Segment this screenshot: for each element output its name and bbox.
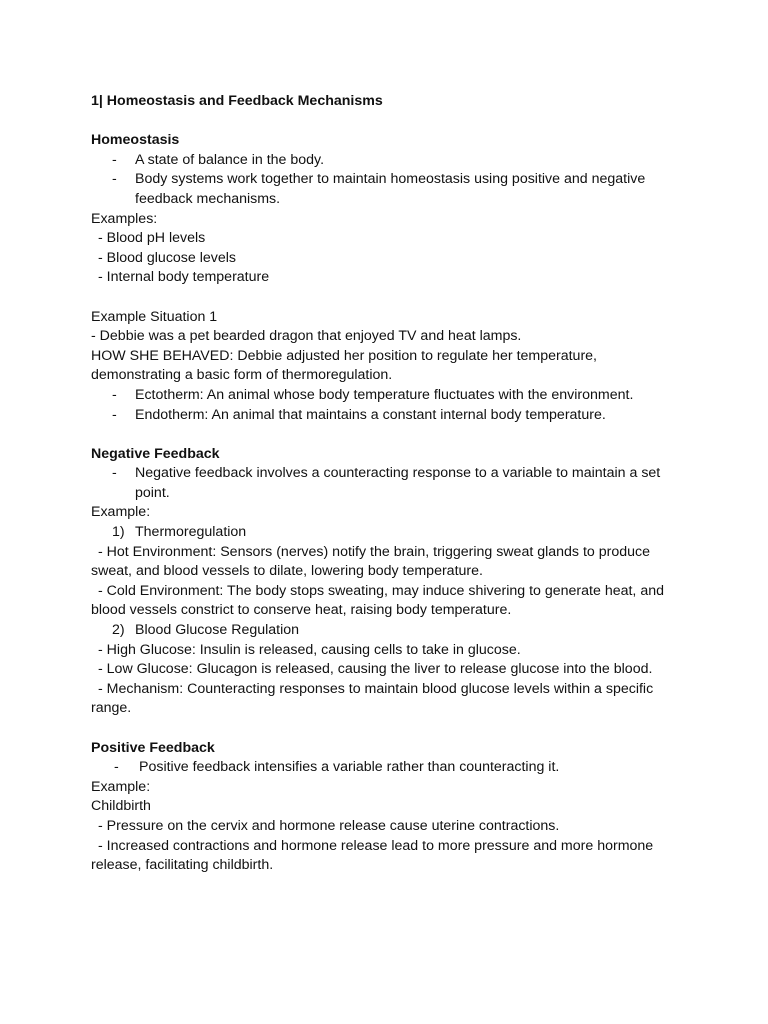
- bullet-item: [91, 464, 691, 484]
- document-title: 1| Homeostasis and Feedback Mechanisms: [91, 93, 383, 109]
- bullet-item: [91, 151, 691, 171]
- example-item: - Internal body temperature: [98, 269, 270, 286]
- spacer: [91, 112, 691, 132]
- bullet-dash: -: [112, 465, 117, 482]
- item-label: Blood Glucose Regulation: [135, 622, 300, 639]
- paragraph-line: - Mechanism: Counteracting responses to maintain blood glucose levels within a specific: [98, 680, 654, 697]
- example-label: Example:: [91, 504, 151, 521]
- paragraph-line: - Hot Environment: Sensors (nerves) notify the brain, triggering sweat glands to produce: [98, 543, 651, 560]
- paragraph-line: demonstrating a basic form of thermoregulation.: [91, 367, 393, 384]
- bullet-dash: -: [112, 406, 117, 423]
- bullet-dash: -: [114, 759, 119, 776]
- bullet-continuation: [91, 190, 691, 210]
- bullet-text: Ectotherm: An animal whose body temperature fluctuates with the environment.: [135, 386, 634, 403]
- paragraph-line: blood vessels constrict to conserve heat, raising body temperature.: [91, 602, 512, 619]
- bullet-dash: -: [112, 171, 117, 188]
- item-number: 1): [112, 524, 125, 541]
- bullet-dash: -: [112, 386, 117, 403]
- paragraph-line: - Cold Environment: The body stops sweating, may induce shivering to generate heat, and: [98, 582, 664, 599]
- numbered-item: [91, 621, 691, 641]
- bullet-item: [91, 406, 691, 426]
- bullet-text: feedback mechanisms.: [135, 190, 281, 207]
- bullet-text: point.: [135, 484, 170, 501]
- paragraph-line: sweat, and blood vessels to dilate, lowering body temperature.: [91, 563, 483, 580]
- paragraph-line: range.: [91, 700, 132, 717]
- bullet-item: [91, 170, 691, 190]
- example-label: Example:: [91, 778, 151, 795]
- paragraph-line: - Debbie was a pet bearded dragon that enjoyed TV and heat lamps.: [91, 328, 522, 345]
- bullet-text: A state of balance in the body.: [135, 151, 325, 168]
- situation-heading: Example Situation 1: [91, 308, 218, 325]
- bullet-text: Endotherm: An animal that maintains a constant internal body temperature.: [135, 406, 606, 423]
- item-number: 2): [112, 622, 125, 639]
- paragraph-line: - Pressure on the cervix and hormone release cause uterine contractions.: [98, 817, 560, 834]
- spacer: [91, 425, 691, 445]
- bullet-text: Body systems work together to maintain homeostasis using positive and negative: [135, 171, 646, 188]
- bullet-text: Negative feedback involves a counteracting response to a variable to maintain a set: [135, 465, 661, 482]
- bullet-item: [91, 386, 691, 406]
- bullet-text: Positive feedback intensifies a variable rather than counteracting it.: [139, 759, 560, 776]
- paragraph-line: - Increased contractions and hormone release lead to more pressure and more hormone: [98, 837, 654, 854]
- bullet-continuation: [91, 484, 691, 504]
- item-label: Thermoregulation: [135, 524, 247, 541]
- example-item: - Blood glucose levels: [98, 249, 237, 266]
- example-item: - Blood pH levels: [98, 230, 206, 247]
- spacer: [91, 719, 691, 739]
- bullet-dash: -: [112, 151, 117, 168]
- paragraph-line: release, facilitating childbirth.: [91, 857, 274, 874]
- document-body: [91, 92, 691, 876]
- spacer: [91, 288, 691, 308]
- paragraph-line: HOW SHE BEHAVED: Debbie adjusted her position to regulate her temperature,: [91, 347, 598, 364]
- numbered-item: [91, 523, 691, 543]
- paragraph-line: - High Glucose: Insulin is released, causing cells to take in glucose.: [98, 641, 521, 658]
- examples-label: Examples:: [91, 210, 158, 227]
- section-heading-negative-feedback: Negative Feedback: [91, 445, 220, 462]
- paragraph-line: - Low Glucose: Glucagon is released, causing the liver to release glucose into the blood.: [98, 661, 653, 678]
- section-heading-homeostasis: Homeostasis: [91, 132, 180, 149]
- section-heading-positive-feedback: Positive Feedback: [91, 739, 215, 756]
- subheading-childbirth: Childbirth: [91, 798, 151, 815]
- bullet-item: [91, 758, 691, 778]
